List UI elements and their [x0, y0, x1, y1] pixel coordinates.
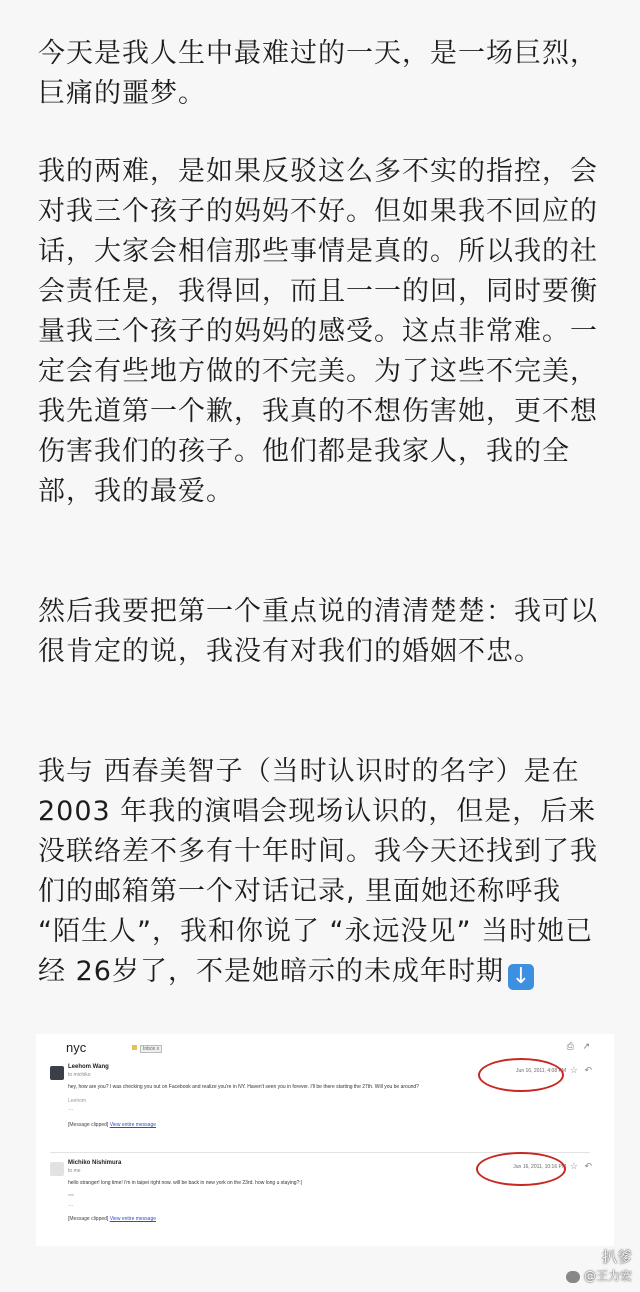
trimmed-content: ...: [68, 1202, 74, 1208]
reply-icon: ↶: [584, 1161, 592, 1171]
message-body: hey, how are you? I was checking you out on Facebook and realize you're in NY. Haven't seen you in forever. I'll be there starting the 27th. Will you be around?: [68, 1084, 419, 1090]
reply-icon: ↶: [584, 1065, 592, 1075]
message-clipped: [68, 1216, 156, 1222]
paragraph-opening: 今天是我人生中最难过的一天，是一场巨烈，巨痛的噩梦。: [38, 38, 598, 109]
recipient: to me: [68, 1168, 81, 1174]
weibo-icon: [566, 1271, 580, 1283]
watermark: [566, 1246, 632, 1284]
watermark-handle: [566, 1267, 632, 1284]
paragraph-fidelity: 然后我要把第一个重点说的清清楚楚：我可以很肯定的说，我没有对我们的婚姻不忠。: [38, 596, 598, 667]
email-screenshot: [36, 1034, 614, 1246]
sender-name: Michiko Nishimura: [68, 1160, 122, 1166]
signature: Leehom: [68, 1098, 87, 1104]
message-date: Jun 16, 2011, 10:16 PM: [513, 1164, 566, 1170]
view-entire-message-link[interactable]: View entire message: [109, 1216, 157, 1222]
highlight-circle: [478, 1058, 564, 1092]
label-icon: [132, 1045, 137, 1050]
print-icon: ⎙: [566, 1041, 574, 1051]
message-date: Jun 16, 2011, 4:08 PM: [516, 1068, 566, 1074]
signature: ***: [68, 1194, 74, 1200]
view-entire-message-link[interactable]: View entire message: [109, 1122, 157, 1128]
avatar: [50, 1066, 64, 1080]
inbox-tag: Inbox x: [140, 1045, 162, 1053]
email-subject: nyc: [66, 1040, 87, 1055]
star-icon: ☆: [569, 1065, 578, 1075]
highlight-circle: [476, 1152, 566, 1186]
down-arrow-icon: ↓: [508, 964, 534, 990]
message-clipped: [68, 1122, 156, 1128]
new-window-icon: ↗: [582, 1041, 590, 1051]
message-body: hello stranger! long time! i'm in taipei right now. will be back in new york on the 23rd. how long u staying?:): [68, 1180, 303, 1186]
clipped-label: [Message clipped]: [68, 1122, 109, 1128]
sender-name: Leehom Wang: [68, 1064, 109, 1070]
recipient: to michiko: [68, 1072, 91, 1078]
watermark-title: 扒爹: [601, 1248, 632, 1266]
trimmed-content: ...: [68, 1106, 74, 1112]
paragraph-meeting: [38, 752, 613, 992]
watermark-handle-text: @王力宏: [583, 1269, 632, 1283]
paragraph-dilemma: 我的两难，是如果反驳这么多不实的指控，会对我三个孩子的妈妈不好。但如果我不回应的话，大家会相信那些事情是真的。所以我的社会责任是，我得回，而且一一的回，同时要衡量我三个孩子的妈妈的感受。这点非常难。一定会有些地方做的不完美。为了这些不完美，我先道第一个歉，我真的不想伤害她，更不想伤害我们的孩子。他们都是我家人，我的全部，我的最爱。: [38, 156, 598, 507]
star-icon: ☆: [569, 1161, 578, 1171]
clipped-label: [Message clipped]: [68, 1216, 109, 1222]
paragraph-meeting-text: 我与 西春美智子（当时认识时的名字）是在 2003 年我的演唱会现场认识的，但是，后来没联络差不多有十年时间。我今天还找到了我们的邮箱第一个对话记录, 里面她还称呼我 “陌生人”，我和你说了 “永远没见” 当时她已经 26岁了，不是她暗示的未成年时期: [38, 756, 598, 987]
avatar: [50, 1162, 64, 1176]
